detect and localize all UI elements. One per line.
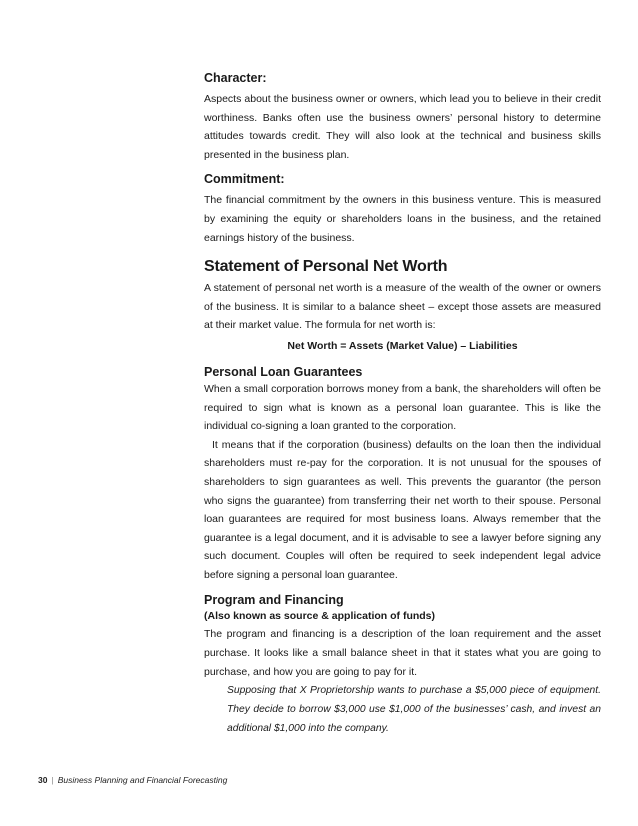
- net-worth-formula: Net Worth = Assets (Market Value) – Liabilities: [287, 339, 518, 352]
- net-worth-text: A statement of personal net worth is a measure of the wealth of the owner or owners of the business. It is similar to a balance sheet – except those assets are measured at their market value. The formula for net worth is:: [204, 282, 601, 332]
- program-financing-heading: Program and Financing: [204, 593, 344, 608]
- net-worth-heading: Statement of Personal Net Worth: [204, 258, 448, 276]
- character-heading: Character:: [204, 71, 267, 85]
- loan-guarantees-para-1: When a small corporation borrows money from a bank, the shareholders will often be required to sign what is known as a personal loan guarantee. This is like the individual co-signing a loan granted to the corporation.: [204, 382, 601, 433]
- program-financing-subheading: (Also known as source & application of funds): [204, 610, 436, 623]
- program-financing-example: Supposing that X Proprietorship wants to purchase a $5,000 piece of equipment. They decide to borrow $3,000 use $1,000 of the businesses’ cash, and invest an additional $1,000 into the company.: [227, 685, 601, 735]
- footer-separator: |: [51, 775, 54, 785]
- commitment-text: The financial commitment by the owners in this business venture. This is measured by examining the equity or shareholders loans in the business, and the retained earnings history of the business.: [204, 194, 601, 244]
- program-financing-text: The program and financing is a description of the loan requirement and the asset purchase. It looks like a small balance sheet in that it states what you are going to purchase, and how you are going to pay for it.: [204, 628, 601, 678]
- character-text: Aspects about the business owner or owners, which lead you to believe in their credit worthiness. Banks often use the business owners’ personal history to determine attitudes towards credit. They will also look at the technical and business skills presented in the business plan.: [204, 93, 601, 161]
- page-content: [204, 71, 601, 738]
- page-number: 30: [38, 775, 48, 785]
- loan-guarantees-para-2: It means that if the corporation (business) defaults on the loan then the individual shareholders must re-pay for the corporation. It is not unusual for the spouses of shareholders to sign guarantees as well. This prevents the guarantor (the person who signs the guarantee) from transferring their net worth to their spouse. Personal loan guarantees are required for most business loans. Always remember that the guarantee is a legal document, and it is advisable to see a lawyer before signing any such document. Couples will often be required to seek independent legal advice before signing a personal loan guarantee.: [204, 438, 601, 581]
- footer-book-title: Business Planning and Financial Forecasting: [57, 775, 228, 785]
- loan-guarantees-heading: Personal Loan Guarantees: [204, 364, 363, 379]
- page-footer: [38, 774, 227, 786]
- commitment-heading: Commitment:: [204, 172, 285, 187]
